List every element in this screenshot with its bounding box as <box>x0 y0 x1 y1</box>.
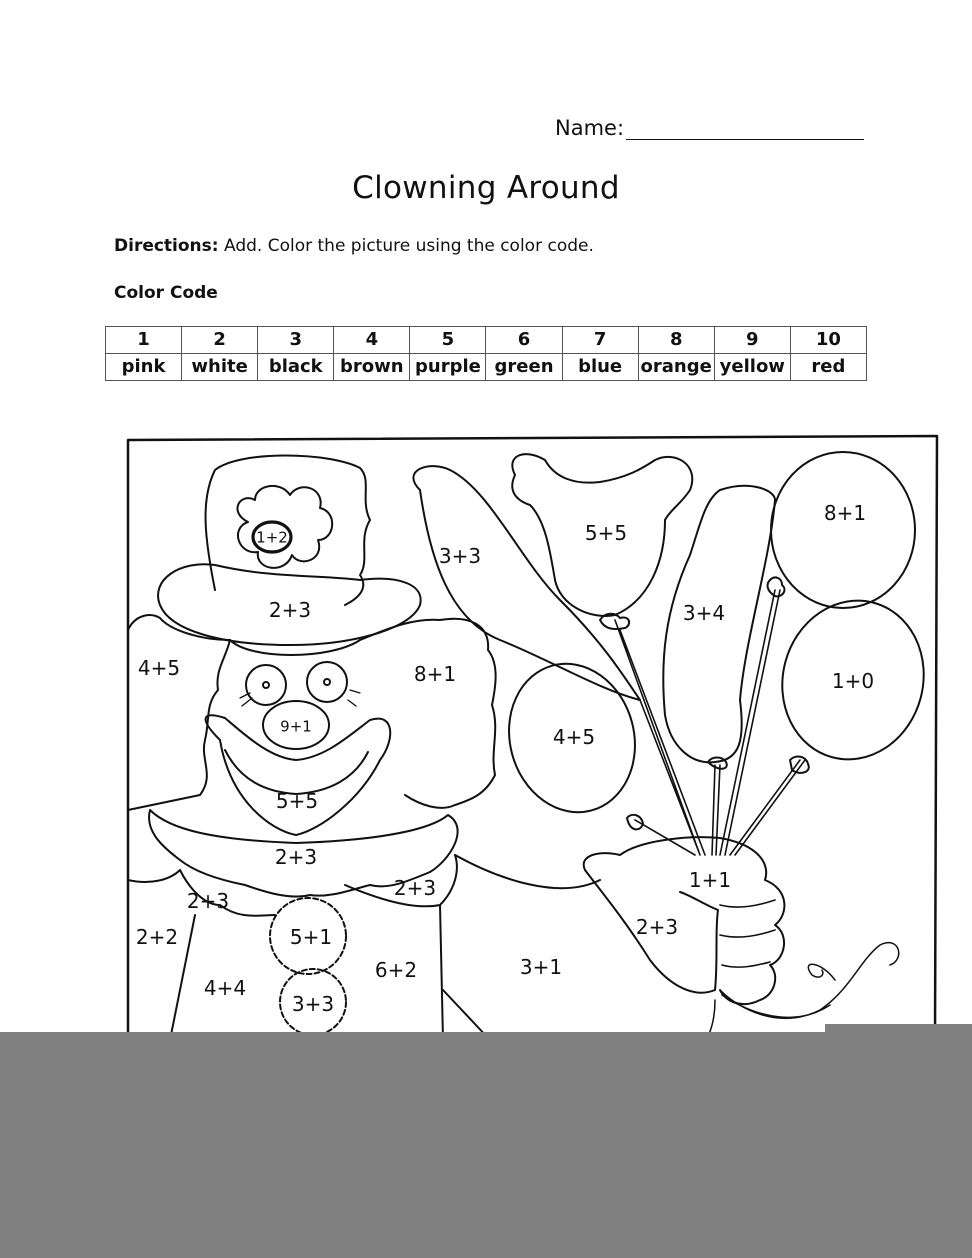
code-color: white <box>182 354 258 381</box>
eye-left <box>246 665 286 705</box>
mouth-inner <box>225 750 368 794</box>
code-number: 8 <box>638 327 714 354</box>
region-label-balloon-lower-left: 4+5 <box>552 725 596 749</box>
color-code-heading: Color Code <box>114 283 218 303</box>
page-title: Clowning Around <box>352 170 620 206</box>
code-color: blue <box>562 354 638 381</box>
code-number: 10 <box>790 327 866 354</box>
code-number: 6 <box>486 327 562 354</box>
code-color: purple <box>410 354 486 381</box>
directions-label: Directions: <box>114 236 219 256</box>
code-color: pink <box>106 354 182 381</box>
code-number: 1 <box>106 327 182 354</box>
region-label-sleeve: 3+1 <box>519 955 563 979</box>
region-label-balloon-knot: 1+1 <box>688 868 732 892</box>
region-label-collar-top: 2+3 <box>274 845 318 869</box>
balloon-strings <box>615 590 805 855</box>
hair-left <box>128 615 230 810</box>
code-number: 5 <box>410 327 486 354</box>
balloon-top-right <box>771 452 915 608</box>
code-number: 7 <box>562 327 638 354</box>
glove-hand <box>584 837 785 1004</box>
code-number: 4 <box>334 327 410 354</box>
code-color: black <box>258 354 334 381</box>
sleeve <box>443 855 600 1040</box>
code-color: orange <box>638 354 714 381</box>
region-label-hat-flower-center: 1+2 <box>256 528 288 547</box>
code-number: 3 <box>258 327 334 354</box>
region-label-balloon-top-right: 8+1 <box>823 501 867 525</box>
region-label-hair-right: 8+1 <box>413 662 457 686</box>
eye-right <box>307 662 347 702</box>
region-label-collar-left: 2+3 <box>186 889 230 913</box>
region-label-balloon-right: 1+0 <box>831 669 875 693</box>
region-label-hair-left: 4+5 <box>137 656 181 680</box>
code-number: 2 <box>182 327 258 354</box>
code-color: brown <box>334 354 410 381</box>
region-label-glove: 2+3 <box>635 915 679 939</box>
region-label-shirt-left: 4+4 <box>203 976 247 1000</box>
region-label-button-top: 5+1 <box>289 925 333 949</box>
region-label-balloon-tall: 3+4 <box>682 601 726 625</box>
code-number: 9 <box>714 327 790 354</box>
region-label-balloon-long: 3+3 <box>438 544 482 568</box>
code-color: red <box>790 354 866 381</box>
shirt-right-edge <box>440 905 443 1040</box>
code-color: yellow <box>714 354 790 381</box>
region-label-collar-right: 2+3 <box>393 876 437 900</box>
code-color: green <box>486 354 562 381</box>
region-label-balloon-bear: 5+5 <box>584 521 628 545</box>
hair-right <box>360 619 496 808</box>
region-label-mouth: 5+5 <box>275 789 319 813</box>
region-label-shirt-right: 6+2 <box>374 958 418 982</box>
region-label-background-left: 2+2 <box>135 925 179 949</box>
directions-text: Add. Color the picture using the color code. <box>218 236 594 256</box>
region-label-button-bottom: 3+3 <box>291 992 335 1016</box>
gray-overlay <box>0 1032 972 1258</box>
region-label-nose: 9+1 <box>280 717 312 736</box>
name-label: Name: <box>555 116 625 140</box>
region-label-hat-brim: 2+3 <box>268 598 312 622</box>
